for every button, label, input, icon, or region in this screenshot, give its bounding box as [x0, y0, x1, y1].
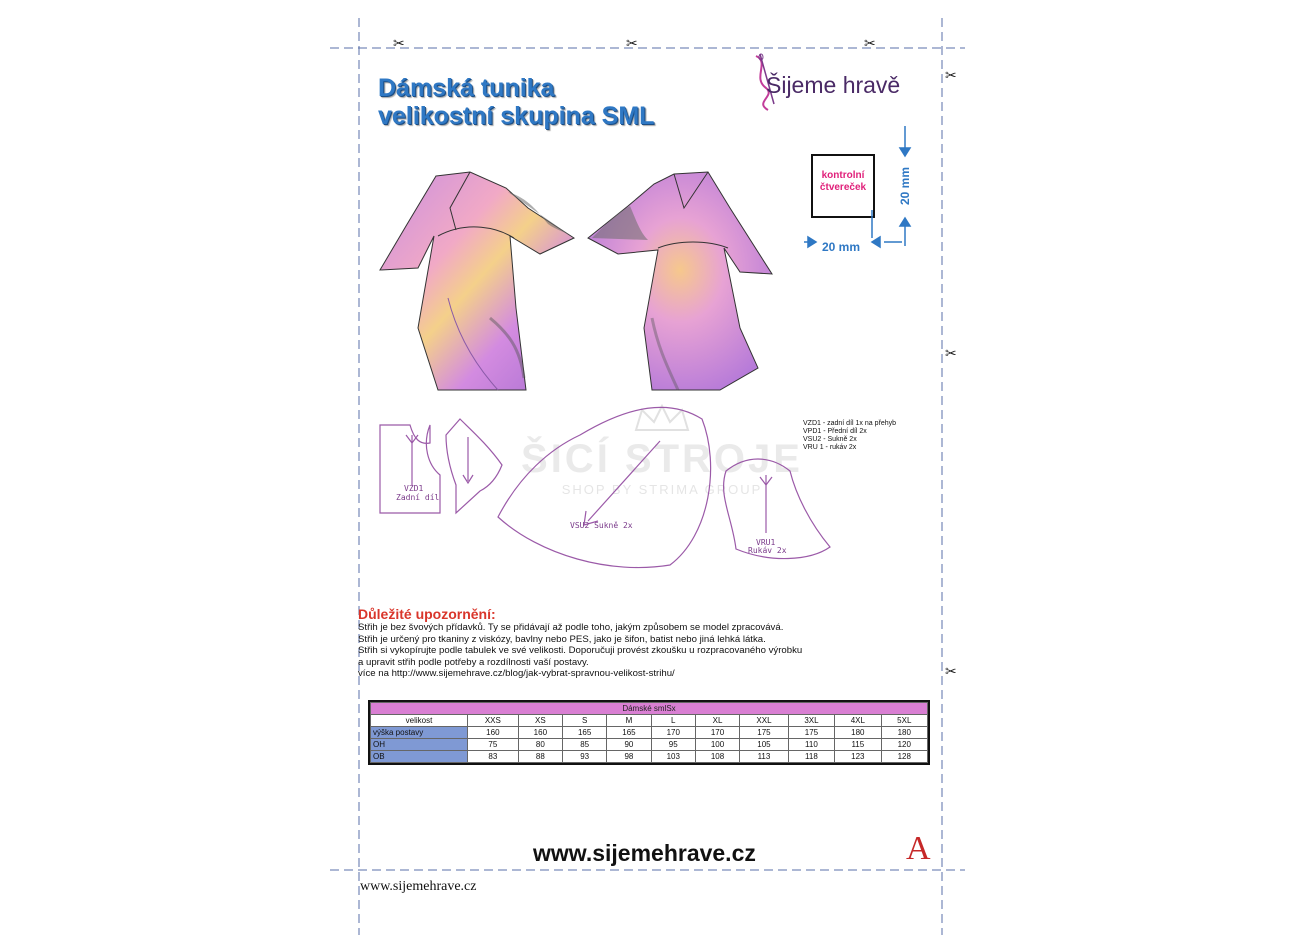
row-label: OH [371, 739, 468, 751]
table-cell: 160 [518, 727, 562, 739]
legend-item: VPD1 - Přední díl 2x [803, 428, 867, 435]
table-cell: 165 [607, 727, 651, 739]
table-row [371, 739, 928, 751]
skirt-piece-label: VSU2 Sukně 2x [570, 521, 633, 530]
table-cell: 80 [518, 739, 562, 751]
height-dimension-label: 20 mm [898, 166, 912, 205]
legend-item: VZD1 - zadní díl 1x na přehyb [803, 420, 896, 427]
warning-line: Střih je bez švových přídavků. Ty se přidávají až podle toho, jakým způsobem se model zpracovává. [358, 622, 784, 633]
scissors-icon: ✂ [945, 663, 957, 679]
table-cell: 95 [651, 739, 695, 751]
size-col: 4XL [835, 715, 881, 727]
size-table-caption: Dámské smlSx [371, 703, 928, 715]
brand-logo [748, 52, 938, 112]
size-table-wrap [368, 700, 930, 765]
sleeve-piece-outline [724, 459, 830, 559]
size-col: XXS [468, 715, 519, 727]
pattern-pieces [370, 405, 845, 585]
footer-url-big[interactable]: www.sijemehrave.cz [533, 840, 756, 866]
table-cell: 83 [468, 751, 519, 763]
table-cell: 165 [563, 727, 607, 739]
table-cell: 128 [881, 751, 927, 763]
legend-item: VRU 1 - rukáv 2x [803, 444, 857, 451]
table-cell: 123 [835, 751, 881, 763]
scissors-icon: ✂ [626, 35, 638, 51]
sleeve-piece-name: Rukáv 2x [748, 546, 787, 555]
table-cell: 160 [468, 727, 519, 739]
table-cell: 108 [695, 751, 739, 763]
warning-section [358, 606, 802, 680]
sleeve-piece-code: VRU1 [756, 538, 776, 547]
size-header-label: velikost [371, 715, 468, 727]
tunic-illustrations [378, 168, 773, 400]
tunic-back-illustration [588, 172, 772, 390]
watermark-sub: SHOP BY STRIMA GROUP [561, 482, 763, 497]
table-cell: 113 [740, 751, 789, 763]
size-col: XL [695, 715, 739, 727]
back-piece-code: VZD1 [404, 484, 424, 493]
size-col: XXL [740, 715, 789, 727]
table-row [371, 751, 928, 763]
table-cell: 180 [881, 727, 927, 739]
row-label: OB [371, 751, 468, 763]
watermark-main: ŠICÍ STROJE [521, 437, 803, 481]
table-cell: 170 [695, 727, 739, 739]
table-cell: 88 [518, 751, 562, 763]
scissors-icon: ✂ [864, 35, 876, 51]
skirt-piece-outline [498, 407, 711, 567]
table-cell: 170 [651, 727, 695, 739]
scissors-icon: ✂ [393, 35, 405, 51]
table-cell: 175 [740, 727, 789, 739]
table-cell: 110 [788, 739, 834, 751]
width-dimension-label: 20 mm [822, 240, 861, 254]
table-cell: 103 [651, 751, 695, 763]
row-label: výška postavy [371, 727, 468, 739]
scissors-icon: ✂ [945, 67, 957, 83]
title-line-1: Dámská tunika [378, 74, 555, 102]
control-square-label-1: kontrolní [821, 170, 865, 181]
size-table [370, 702, 928, 763]
warning-line: více na http://www.sijemehrave.cz/blog/jak-vybrat-spravnou-velikost-strihu/ [358, 668, 675, 680]
size-col: XS [518, 715, 562, 727]
front-piece-outline [446, 419, 502, 513]
size-col: L [651, 715, 695, 727]
size-col: M [607, 715, 651, 727]
size-col: S [563, 715, 607, 727]
control-square-label-2: čtvereček [819, 182, 867, 193]
table-cell: 120 [881, 739, 927, 751]
table-cell: 98 [607, 751, 651, 763]
table-cell: 105 [740, 739, 789, 751]
table-row [371, 727, 928, 739]
table-cell: 85 [563, 739, 607, 751]
warning-title: Důležité upozornění: [358, 606, 496, 622]
title-line-2: velikostní skupina SML [378, 102, 655, 130]
warning-line: Střih je určený pro tkaniny z viskózy, bavlny nebo PES, jako je šifon, batist nebo jiná lehká látka. [358, 633, 766, 645]
table-cell: 180 [835, 727, 881, 739]
size-col: 5XL [881, 715, 927, 727]
table-row [371, 715, 928, 727]
page-title [378, 74, 654, 130]
warning-line: Střih si vykopírujte podle tabulek ve své velikosti. Doporučuji provést zkoušku u rozpracovaného výrobku [358, 645, 803, 657]
table-cell: 75 [468, 739, 519, 751]
size-col: 3XL [788, 715, 834, 727]
footer-url-small[interactable]: www.sijemehrave.cz [360, 879, 477, 894]
legend-item: VSU2 - Sukně 2x [803, 436, 857, 443]
tunic-front-illustration [380, 172, 574, 390]
table-cell: 90 [607, 739, 651, 751]
scissors-icon: ✂ [945, 345, 957, 361]
brand-name: Šijeme hravě [766, 72, 901, 98]
table-cell: 175 [788, 727, 834, 739]
back-piece-name: Zadní díl [396, 493, 440, 502]
table-cell: 118 [788, 751, 834, 763]
table-cell: 115 [835, 739, 881, 751]
table-cell: 93 [563, 751, 607, 763]
page-letter: A [906, 830, 931, 867]
warning-line: a upravit střih podle potřeby a rozdílnosti vaší postavy. [358, 656, 589, 668]
table-cell: 100 [695, 739, 739, 751]
